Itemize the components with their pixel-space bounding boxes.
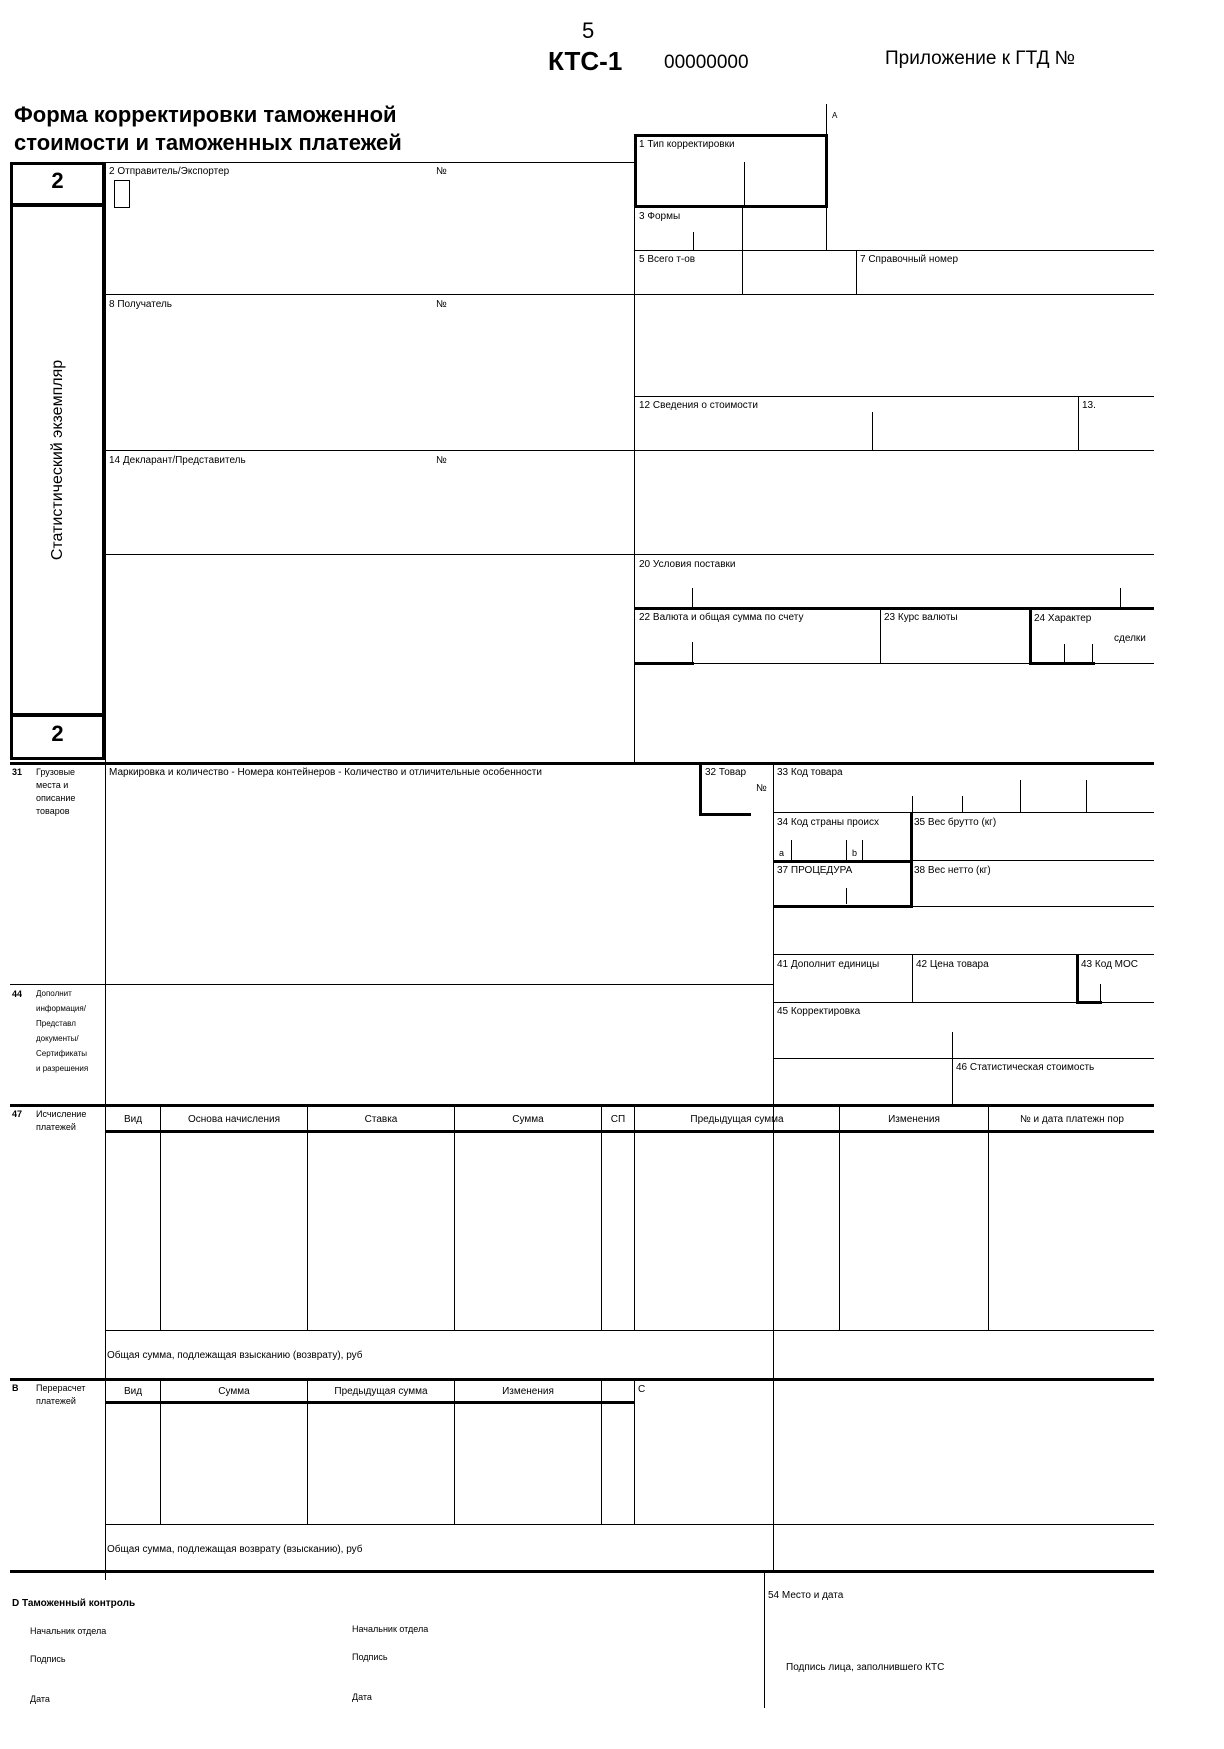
box-24-tick-b [1092, 644, 1093, 664]
colB-vid: Вид [123, 1386, 143, 1397]
form-serial: 00000000 [664, 52, 749, 73]
row-12-top [634, 396, 1154, 397]
box-44-text-5: Сертификаты [36, 1049, 88, 1058]
box-47-text-1: Исчисление [36, 1109, 87, 1119]
form-title-line1: Форма корректировки таможенной [14, 102, 397, 127]
box-44-number: 44 [12, 989, 23, 999]
colB-prev: Предыдущая сумма [334, 1386, 428, 1397]
box-31-text-3: описание [36, 793, 76, 803]
colB-line-1 [160, 1378, 161, 1524]
col47-line-1 [160, 1104, 161, 1330]
box-35-label: 35 Вес брутто (кг) [914, 817, 997, 828]
main-left-border [105, 162, 106, 1580]
colB-line-2 [307, 1378, 308, 1524]
copy-number-top: 2 [51, 168, 64, 193]
box-24-tick-a [1064, 644, 1065, 664]
col47-line-2 [307, 1104, 308, 1330]
row-8-top [105, 294, 1154, 295]
box-5-label: 5 Всего т-ов [639, 254, 696, 265]
box-5-divider [742, 250, 743, 294]
box-20-tick-right [1120, 588, 1121, 608]
box-33-left [773, 762, 774, 1570]
row-45-top [773, 1002, 1154, 1003]
row-37-top [773, 860, 913, 863]
box-41-label: 41 Дополнит единицы [777, 959, 880, 970]
box-22-tick [692, 642, 693, 662]
box-22-label: 22 Валюта и общая сумма по счету [639, 612, 804, 623]
box-14-label: 14 Декларант/Представитель [109, 455, 246, 466]
row-38-bottom [912, 906, 1154, 907]
box-34-a: a [779, 848, 785, 858]
row-20-top [105, 554, 1154, 555]
row-44-top [10, 984, 773, 985]
form-title-line2: стоимости и таможенных платежей [14, 130, 402, 155]
box-37-label: 37 ПРОЦЕДУРА [777, 865, 853, 876]
box-32-label: 32 Товар [705, 767, 747, 778]
col47-sum: Сумма [512, 1114, 544, 1125]
row-14-top [105, 450, 1154, 451]
box-42-label: 42 Цена товара [916, 959, 989, 970]
box-13-label: 13. [1082, 400, 1096, 411]
box-14-no: № [436, 455, 447, 466]
box-24-bottom [1029, 662, 1095, 665]
box-24-divider [1029, 607, 1032, 665]
col47-payment: № и дата платежн пор [1020, 1114, 1124, 1125]
box-33-tick-2 [962, 796, 963, 812]
box-54-label: 54 Место и дата [768, 1590, 844, 1601]
col47-line-5 [634, 1104, 635, 1330]
d-sign-1: Подпись [30, 1654, 66, 1664]
box-38-label: 38 Вес нетто (кг) [914, 865, 991, 876]
box-31-description: Маркировка и количество - Номера контейнеров - Количество и отличительные особенности [109, 767, 542, 778]
box-44-text-1: Дополнит [36, 989, 72, 998]
box-2-label: 2 Отправитель/Экспортер [109, 166, 230, 177]
box-34-tick-a [791, 840, 792, 860]
col47-basis: Основа начисления [188, 1114, 280, 1125]
col47-line-4 [601, 1104, 602, 1330]
box-31-number: 31 [12, 767, 23, 777]
copy-number-bottom: 2 [51, 721, 64, 746]
row-34-top [773, 812, 1154, 813]
box-33-tick-4 [1086, 780, 1087, 812]
box-20-label: 20 Условия поставки [639, 559, 736, 570]
box-47-total: Общая сумма, подлежащая взысканию (возврату), руб [107, 1350, 363, 1361]
box-42-divider [912, 954, 913, 1002]
box-3-label: 3 Формы [639, 211, 681, 222]
box-45-label: 45 Корректировка [777, 1006, 861, 1017]
d-chief-1: Начальник отдела [30, 1626, 107, 1636]
box-34-tick-b [862, 840, 863, 860]
box-b-text-1: Перерасчет [36, 1383, 86, 1393]
box-2-checkbox[interactable] [114, 180, 130, 208]
box-2-no: № [436, 166, 447, 177]
row-b-header-bottom [105, 1401, 635, 1404]
row-5-top [634, 250, 1154, 251]
box-32-no: № [756, 783, 767, 794]
middle-divider [634, 162, 635, 762]
box-34-tick-c [846, 840, 847, 860]
box-3-divider [742, 208, 743, 250]
box-47-text-2: платежей [36, 1122, 76, 1132]
row-47-top [10, 1104, 1154, 1107]
col47-rate: Ставка [364, 1114, 398, 1125]
box-22-bottom [634, 662, 694, 665]
box-44-text-4: документы/ [36, 1034, 79, 1043]
box-23-label: 23 Курс валюты [884, 612, 958, 623]
row-41-top [773, 954, 1154, 955]
box-d-label: D Таможенный контроль [12, 1598, 136, 1609]
colB-line-5 [634, 1378, 635, 1524]
row-22-bottom [694, 663, 1029, 664]
box-37-tick [846, 888, 847, 904]
box-8-label: 8 Получатель [109, 299, 172, 310]
row-b-top [10, 1378, 1154, 1381]
box-12-tick [872, 412, 873, 450]
box-44-text-2: информация/ [36, 1004, 86, 1013]
box-34-label: 34 Код страны происх [777, 817, 879, 828]
box-c-label: С [638, 1384, 646, 1395]
box-20-tick-left [692, 588, 693, 608]
row-47-total-top [105, 1330, 1154, 1331]
box-a-label: A [832, 111, 838, 120]
row-d-top [10, 1570, 1154, 1573]
box-1-tick [744, 162, 745, 206]
box-33-tick-3 [1020, 780, 1021, 812]
box-8-no: № [436, 299, 447, 310]
box-45-tick [952, 1032, 953, 1104]
row-47-header-bottom [105, 1130, 1154, 1133]
box-44-text-3: Представл [36, 1019, 76, 1028]
col47-vid: Вид [123, 1114, 143, 1125]
col47-line-7 [988, 1104, 989, 1330]
row-24-bottom-right [1095, 663, 1154, 664]
box-3-tick [693, 232, 694, 250]
box-44-text-6: и разрешения [36, 1064, 89, 1073]
d-date-2: Дата [352, 1692, 372, 1702]
box-32-bottom [699, 813, 751, 816]
box-1-label: 1 Тип корректировки [639, 139, 735, 150]
row-38-top [912, 860, 1154, 861]
box-b-total: Общая сумма, подлежащая возврату (взысканию), руб [107, 1544, 363, 1555]
col47-change: Изменения [888, 1114, 940, 1125]
box-31-text-2: места и [36, 780, 69, 790]
col47-line-3 [454, 1104, 455, 1330]
box-37-bottom [773, 905, 913, 908]
d-sign-2: Подпись [352, 1652, 388, 1662]
box-7-label: 7 Справочный номер [860, 254, 959, 265]
box-12-label: 12 Сведения о стоимости [639, 400, 758, 411]
appendix-label: Приложение к ГТД № [885, 48, 1076, 69]
d-date-1: Дата [30, 1694, 50, 1704]
col47-prev: Предыдущая сумма [690, 1114, 784, 1125]
colB-change: Изменения [502, 1386, 554, 1397]
box-31-text-1: Грузовые [36, 767, 76, 777]
box-47-number: 47 [12, 1109, 23, 1119]
box-46-label: 46 Статистическая стоимость [956, 1062, 1095, 1073]
form-code: КТС-1 [548, 46, 623, 76]
box-54-divider [764, 1570, 765, 1708]
box-13-divider [1078, 396, 1079, 450]
col47-line-6 [839, 1104, 840, 1330]
box-31-text-4: товаров [36, 806, 70, 816]
colB-line-3 [454, 1378, 455, 1524]
colB-sum: Сумма [218, 1386, 250, 1397]
d-chief-2: Начальник отдела [352, 1624, 429, 1634]
box-33-label: 33 Код товара [777, 767, 843, 778]
copy-label-text: Статистический экземпляр [49, 359, 66, 561]
row-b-total-top [105, 1524, 1154, 1525]
col47-sp: СП [610, 1114, 626, 1125]
box-24-label-a: 24 Характер [1034, 613, 1092, 624]
page-number: 5 [582, 18, 595, 43]
colB-line-4 [601, 1378, 602, 1524]
box-34-b: b [852, 848, 858, 858]
box-b-text-2: платежей [36, 1396, 76, 1406]
box-43-tick [1100, 984, 1101, 1002]
box-7-divider [856, 250, 857, 294]
box-43-label: 43 Код МОС [1081, 959, 1139, 970]
box-24-label-b: сделки [1114, 633, 1146, 644]
box-b-number: В [12, 1383, 19, 1393]
box-32-left [699, 762, 702, 816]
box-23-divider [880, 607, 881, 663]
box-33-tick-1 [912, 796, 913, 812]
row-31-top [10, 762, 1154, 765]
top-border-left [105, 162, 635, 163]
row-46-top [773, 1058, 1154, 1059]
row-22-top [634, 607, 1154, 610]
box-54-sign: Подпись лица, заполнившего КТС [786, 1662, 945, 1673]
box-43-divider [1076, 954, 1079, 1004]
